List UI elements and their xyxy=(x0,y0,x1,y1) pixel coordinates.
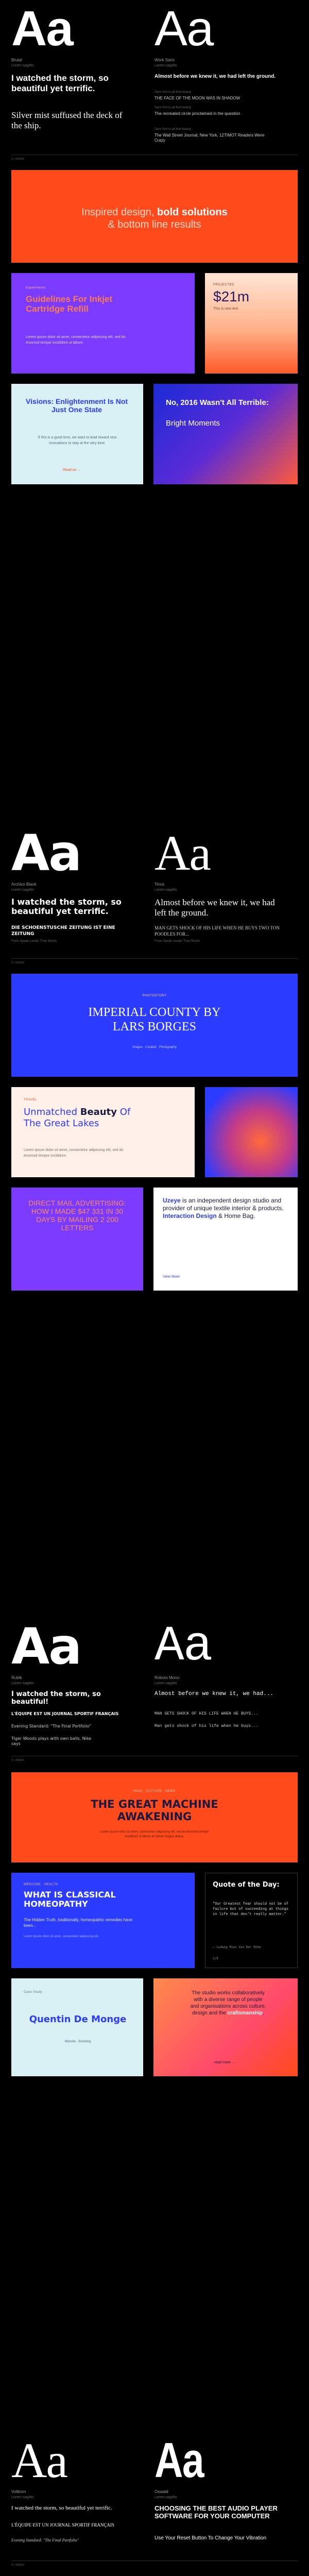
homeopathy-kicker: MEDICINE · HEALTH xyxy=(24,1883,58,1886)
homeopathy-body: The Hidden Truth, traditionally, homeopathic remedies have been... xyxy=(24,1918,133,1928)
quote-author: — Ludwig Mies Van Der Rohe xyxy=(213,1945,261,1949)
card-studio[interactable] xyxy=(153,1978,298,2076)
specimen-sub-right-1: MAN GETS SHOCK OF HIS LIFE WHEN HE BUYS... xyxy=(154,1711,259,1716)
imperial-sub: Images · Curated · Photography xyxy=(132,1046,177,1049)
specimen-sub-left-2: Evening Standard: "The Final Portfolio" xyxy=(11,1724,91,1728)
machine-body: Lorem ipsum dolor sit amet, consectetur adipiscing elit, sed do eiusmod tempor incididunt ut labore et dolore magna aliqua. xyxy=(100,1831,209,1838)
font-note-left: Lorem sagittis xyxy=(11,1682,34,1685)
card-quentin[interactable] xyxy=(11,1978,143,2076)
specimen-sub-right-3: The Wall Street Journal, New York, 12TIMOT Readers Were Crazy xyxy=(154,133,265,143)
font-name-left: Archivo Black xyxy=(11,882,37,887)
font-name-right: Oswald xyxy=(154,2489,168,2494)
card-body: Lorem ipsum dolor sit amet, consectetur adipiscing elit, sed do eiusmod tempor incididunt ut labore. xyxy=(26,335,126,345)
card-homeopathy[interactable] xyxy=(11,1873,195,1968)
card-machine-awakening[interactable] xyxy=(11,1772,298,1862)
specimen-heading-left: I watched the storm, so beautiful! xyxy=(11,1690,101,1706)
visions-title: Visions: Enlightenment Is Not Just One State xyxy=(25,397,128,414)
imperial-title: IMPERIAL COUNTY BY LARS BORGES xyxy=(88,1006,221,1033)
specimen-sub-right-2: The recreated circle proclaimed in the question xyxy=(154,111,241,116)
visions-body: If this is a good time, we want to lead toward new innovations to stay at the very best. xyxy=(38,436,117,445)
machine-kicker: MAIN · CULTURE · NEWS xyxy=(133,1790,176,1793)
specimen-sub-right: Use Your Reset Button To Change Your Vibration xyxy=(154,2535,267,2541)
specimen-sub-right-1: THE FACE OF THE MOON WAS IN SHADOW xyxy=(154,96,241,100)
section-label: 4 / Addon xyxy=(11,2564,25,2567)
section-vollkorn-oswald xyxy=(0,2432,309,2576)
view-more-button[interactable]: View More xyxy=(163,1275,180,1279)
card-great-lakes[interactable] xyxy=(11,1087,195,1177)
section-label: 3 / Addon xyxy=(11,1759,25,1762)
stat-number: $21m xyxy=(213,289,250,304)
card-title: Guidelines For Inkjet Cartridge Refill xyxy=(26,294,113,314)
read-on-link[interactable]: Read on → xyxy=(63,468,81,472)
specimen-sub-right-2: Man gets shock of his life when he buys... xyxy=(154,1724,259,1728)
font-name-left: Vollkorn xyxy=(11,2489,26,2494)
specimen-sub-left: Silver mist suffused the deck of the ship. xyxy=(11,110,123,130)
font-note-right: Lorem sagittis xyxy=(154,888,177,892)
specimen-heading-right: Almost before we knew it, we had left the ground. xyxy=(154,897,275,918)
font-note-left: Lorem sagittis xyxy=(11,64,34,67)
great-lakes-body: Lorem ipsum dolor sit amet, consectetur adipiscing elit, sed do eiusmod tempor incididunt. xyxy=(24,1148,124,1158)
photostory-label: PHOTOSTORY xyxy=(142,994,167,997)
quentin-sub: Website · Branding xyxy=(64,2040,91,2043)
specimen-sub-left-3: Tiger Woods plays with own balls, Nike says xyxy=(11,1736,92,1747)
aa-sample-right: Aa xyxy=(154,825,210,880)
font-name-right: Tinos xyxy=(154,882,165,887)
specimen-small-right: Fonts Speak Louder Than Words xyxy=(154,940,200,943)
font-note-left: Lorem sagittis xyxy=(11,888,34,892)
specimen-heading-right: Almost before we knew it, we had... xyxy=(154,1691,274,1697)
font-note-right: Lorem sagittis xyxy=(154,2496,177,2499)
section-archivo-tinos xyxy=(0,824,309,1577)
quote-body: "Our Greatest fear should not be of failure but of succeeding at things in life that don't really matter." xyxy=(213,1902,289,1917)
aa-sample-left: Aa xyxy=(11,824,81,882)
card-imperial-county[interactable] xyxy=(11,974,298,1077)
section-label: 2 / Addon xyxy=(11,961,25,964)
aa-sample-left: Aa xyxy=(11,1618,81,1675)
font-note-left: Lorem sagittis xyxy=(11,2496,34,2499)
font-name-left: Brutal xyxy=(11,58,22,62)
specimen-sub-left-2: Evening Standard: "The Final Portfolio" xyxy=(11,2538,79,2543)
quote-page: 1/9 xyxy=(213,1957,218,1960)
card-2016-title: No, 2016 Wasn't All Terrible: xyxy=(166,398,269,407)
card-2016-sub: Bright Moments xyxy=(166,419,220,428)
card-visions[interactable] xyxy=(11,384,143,484)
homeopathy-body-2: Lorem ipsum dolor sit amet, consectetur adipiscing elit. xyxy=(24,1935,99,1938)
specimen-small-left: Fonts Speak Louder Than Words xyxy=(11,940,57,943)
font-name-left: Rubik xyxy=(11,1675,22,1680)
specimen-heading-right: CHOOSING THE BEST AUDIO PLAYER SOFTWARE FOR YOUR COMPUTER xyxy=(154,2504,278,2520)
card-label: Experiments xyxy=(26,286,46,290)
specimen-heading-left: I watched the storm, so beautiful yet terrific. xyxy=(11,73,109,93)
stat-sub: This is new text xyxy=(213,307,238,311)
stat-label: PROJECTED xyxy=(213,283,234,286)
specimen-heading-left: I watched the storm, so beautiful yet terrific. xyxy=(11,2505,112,2511)
section-label: 1 / Addon xyxy=(11,158,25,161)
card-direct-mail[interactable] xyxy=(11,1188,143,1291)
specimen-small-right-2: Sans font to all that beauty xyxy=(154,106,192,109)
quentin-title: Quentin De Monge xyxy=(29,2014,127,2025)
card-uzeye[interactable] xyxy=(153,1188,298,1291)
studio-body: The studio works collaboratively with a diverse range of people and organisations across culture, design and the craftsmanship. xyxy=(190,1990,266,2016)
direct-mail-text: DIRECT MAIL ADVERTISING: HOW I MADE $47 331 IN 30 DAYS BY MAILING 2 200 LETTERS xyxy=(28,1199,126,1232)
case-study-label: Case Study xyxy=(24,1991,43,1994)
specimen-small-right-1: Sans font to all that beauty xyxy=(154,91,192,94)
aa-sample-right: Aa xyxy=(154,1618,212,1674)
card-2016[interactable] xyxy=(153,384,298,484)
section-rubik-robotomono xyxy=(0,1618,309,2391)
machine-title: THE GREAT MACHINE AWAKENING xyxy=(91,1798,218,1823)
specimen-sub-right: MAN GETS SHOCK OF HIS LIFE WHEN HE BUYS TWO TON POODLES FOR... xyxy=(154,925,280,937)
aa-sample-right: Aa xyxy=(154,1,213,56)
aa-sample-left: Aa xyxy=(11,2433,67,2488)
card-gradient-photo xyxy=(205,1087,298,1177)
font-note-right: Lorem sagittis xyxy=(154,64,177,67)
specimen-heading-right: Almost before we knew it, we had left the ground. xyxy=(154,74,276,79)
divider xyxy=(11,958,298,959)
homeopathy-title: WHAT IS CLASSICAL HOMEOPATHY xyxy=(24,1890,116,1909)
specimen-sub-left-1: L'ÉQUIPE EST UN JOURNAL SPORTIF FRANÇAIS xyxy=(11,2522,114,2528)
aa-sample-left: Aa xyxy=(11,1,73,56)
aa-sample-right: Aa xyxy=(154,2433,203,2488)
specimen-small-right-3: Sans font to all that beauty xyxy=(154,128,192,131)
font-name-right: Work Sans xyxy=(154,58,175,62)
font-note-right: Lorem sagittis xyxy=(154,1682,177,1685)
travel-label: TRAVEL xyxy=(24,1098,37,1101)
font-name-right: Roboto Mono xyxy=(154,1675,180,1680)
section-brutal-worksans xyxy=(0,0,309,783)
great-lakes-title: Unmatched Beauty Of The Great Lakes xyxy=(24,1107,131,1129)
card-quote[interactable] xyxy=(205,1873,298,1968)
hero-title: Inspired design, bold solutions & bottom line results xyxy=(81,207,228,230)
specimen-sub-left-1: L'ÉQUIPE EST UN JOURNAL SPORTIF FRANÇAIS xyxy=(11,1711,119,1716)
read-more-link[interactable]: read more → xyxy=(214,2061,235,2064)
specimen-heading-left: I watched the storm, so beautiful yet terrific. xyxy=(11,897,122,917)
uzeye-text: Uzeye is an independent design studio and provider of unique textile interior & products. Interaction Design & Home Bag. xyxy=(163,1197,284,1219)
quote-title: Quote of the Day: xyxy=(213,1881,280,1889)
card-guidelines[interactable] xyxy=(11,273,195,374)
card-stat[interactable] xyxy=(205,273,298,374)
card-hero-orange[interactable] xyxy=(11,170,298,263)
specimen-sub-left: DIE SCHOENSTUSCHE ZEITUNG IST EINE ZEITUNG xyxy=(11,925,115,937)
